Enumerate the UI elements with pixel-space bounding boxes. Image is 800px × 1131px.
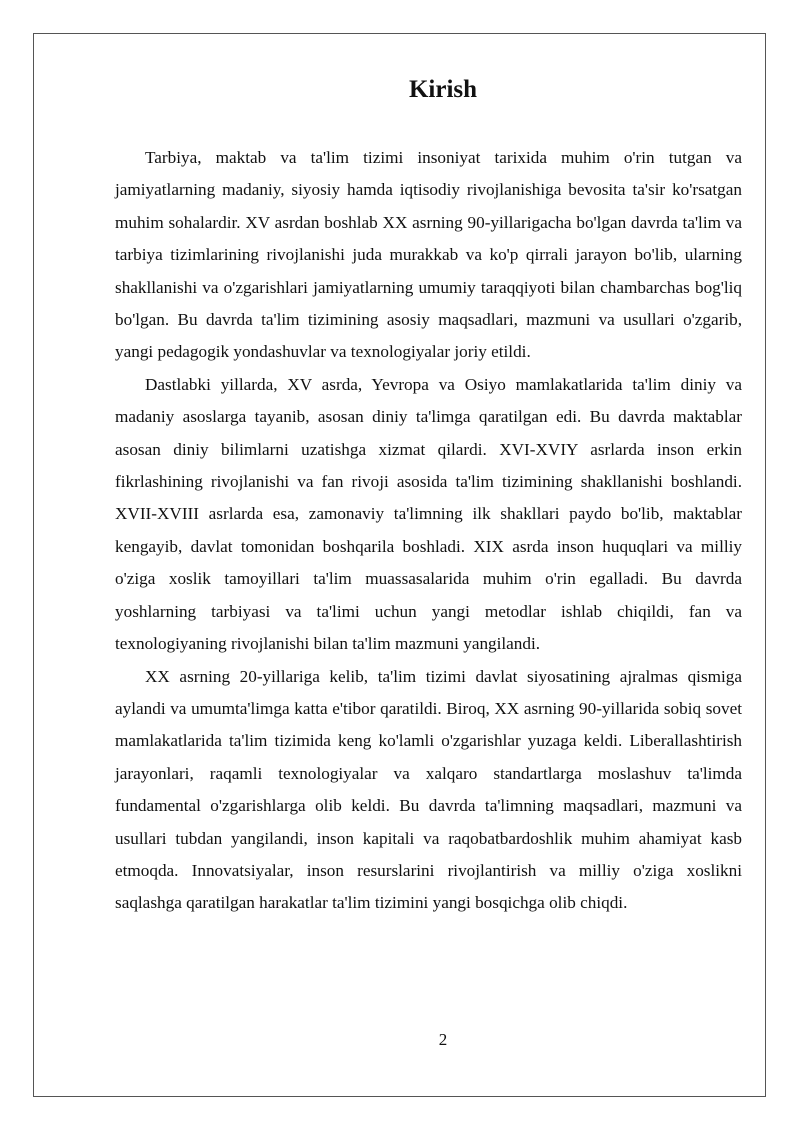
paragraph-3: XX asrning 20-yillariga kelib, ta'lim tizimi davlat siyosatining ajralmas qismiga aylandi va umumta'limga katta e'tibor qaratildi. Biroq, XX asrning 90-yillarida sobiq sovet mamlakatlarida ta'lim tizimida keng ko'lamli o'zgarishlar yuzaga keldi. Liberallashtirish jarayonlari, raqamli texnologiyalar va xalqaro standartlarga moslashuv ta'limda fundamental o'zgarishlarga olib keldi. Bu davrda ta'limning maqsadlari, mazmuni va usullari tubdan yangilandi, inson kapitali va raqobatbardoshlik muhim ahamiyat kasb etmoqda. Innovatsiyalar, inson resurslarini rivojlantirish va milliy o'ziga xoslikni saqlashga qaratilgan harakatlar ta'lim tizimini yangi bosqichga olib chiqdi. — [115, 666, 742, 913]
paragraph-2: Dastlabki yillarda, XV asrda, Yevropa va Osiyo mamlakatlarida ta'lim diniy va madaniy asoslarga tayanib, asosan diniy ta'limga qaratilgan edi. Bu davrda maktablar asosan diniy bilimlarni uzatishga xizmat qilardi. XVI-XVIY asrlarda inson erkin fikrlashining rivojlanishi va fan rivoji asosida ta'lim tizimining shakllanishi boshlandi. XVII-XVIII asrlarda esa, zamonaviy ta'limning ilk shakllari paydo bo'lib, maktablar kengayib, davlat tomonidan boshqarila boshladi. XIX asrda inson huquqlari va milliy o'ziga xoslik tamoyillari ta'lim muassasalarida muhim o'rin egalladi. Bu davrda yoshlarning tarbiyasi va ta'limi uchun yangi metodlar ishlab chiqildi, fan va texnologiyaning rivojlanishi bilan ta'lim mazmuni yangilandi. — [115, 374, 742, 654]
paragraph-1: Tarbiya, maktab va ta'lim tizimi insoniyat tarixida muhim o'rin tutgan va jamiyatlarning madaniy, siyosiy hamda iqtisodiy rivojlanishiga bevosita ta'sir ko'rsatgan muhim sohalardir. XV asrdan boshlab XX asrning 90-yillarigacha bo'lgan davrda ta'lim va tarbiya tizimlarining rivojlanishi juda murakkab va ko'p qirrali jarayon bo'lib, ularning shakllanishi va o'zgarishlari jamiyatlarning umumiy taraqqiyoti bilan chambarchas bog'liq bo'lgan. Bu davrda ta'lim tizimining asosiy maqsadlari, mazmuni va usullari o'zgarib, yangi pedagogik yondashuvlar va texnologiyalar joriy etildi. — [115, 148, 742, 362]
document-body — [115, 142, 742, 920]
page-title: Kirish — [408, 76, 478, 103]
page-number: 2 — [438, 1030, 448, 1049]
